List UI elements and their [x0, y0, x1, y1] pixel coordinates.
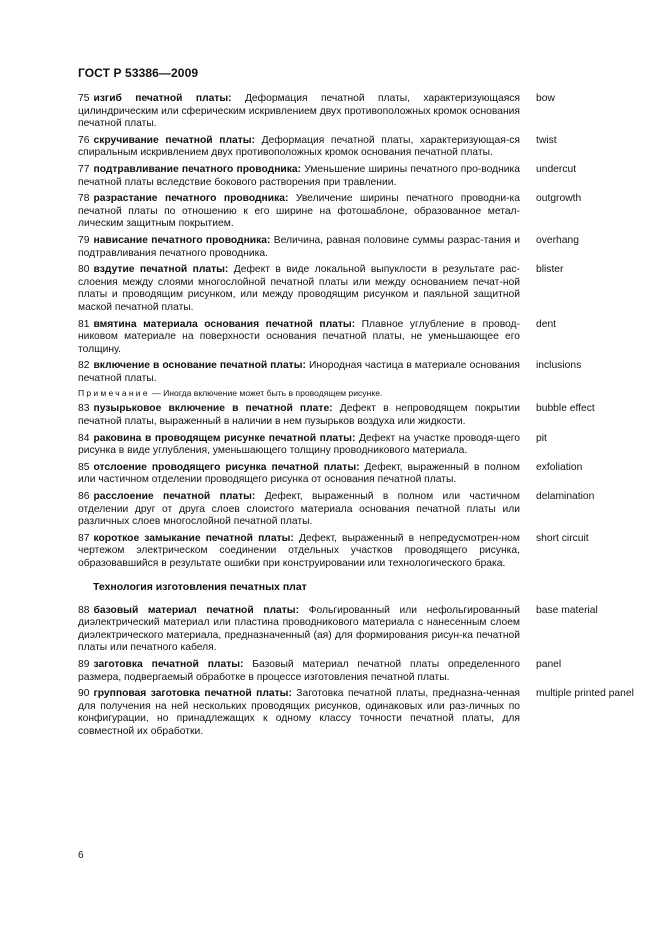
term-entry — [78, 93, 634, 131]
english-equivalent: delamination — [536, 491, 595, 503]
term-text: Деформация печатной платы, характеризующаяся цилиндрическим или сферическим искривлением двух противоположных кромок основания печатной платы. — [78, 93, 520, 130]
term-text: Фольгированный или нефольгированный диэлектрический материал или пластина проводникового материала с нанесенным слоем диэлектрического материала, предназначенный (ая) для формирования рисун-ка печатной платы или печатного кабеля. — [78, 604, 520, 654]
term-entry — [78, 491, 634, 529]
term-entry — [78, 659, 634, 684]
section-heading: Технология изготовления печатных плат — [93, 580, 307, 593]
term-name: изгиб печатной платы: — [93, 93, 232, 104]
english-equivalent: overhang — [536, 234, 579, 246]
term-definition — [78, 462, 520, 487]
term-definition — [78, 164, 520, 189]
english-equivalent: bubble effect — [536, 403, 595, 415]
term-definition — [78, 319, 520, 357]
term-name: пузырьковое включение в печатной плате: — [93, 403, 333, 415]
term-definition — [78, 533, 520, 571]
term-name: разрастание печатного проводника: — [93, 193, 289, 205]
term-number: 80 — [78, 264, 90, 276]
term-entry — [78, 688, 634, 738]
term-text: Дефект, выраженный в полном или частичном отделении друг от друга слоев слоистого материала основания печатной платы или различных слоев многослойной печатной платы. — [78, 491, 520, 528]
english-equivalent: undercut — [536, 163, 577, 175]
term-number: 77 — [78, 163, 90, 175]
term-entry — [78, 135, 634, 160]
term-text: Увеличение ширины печатного проводни-ка печатной платы по отношению к его ширине на фотошаблоне, образованное метал-лическим защитным покрытием. — [78, 193, 520, 230]
term-name: заготовка печатной платы: — [93, 658, 244, 670]
term-entry — [78, 235, 634, 260]
term-entry — [78, 360, 634, 385]
term-number: 81 — [78, 318, 90, 330]
term-entry — [78, 605, 634, 655]
terms-list — [78, 93, 634, 743]
english-equivalent: short circuit — [536, 532, 589, 544]
term-text: Дефект в виде локальной выпуклости в результате рас-слоения между слоями многослойной печатной платы или между основанием печат-ной платы и проводящим рисунком, или между проводящим рисунком и паяльной защитной маской печатной платы. — [78, 264, 520, 313]
term-text: Плавное углубление в провод-никовом материале на поверхности основания печатной платы, не уменьшающее его толщину. — [78, 318, 520, 355]
english-equivalent: blister — [536, 264, 564, 276]
term-number: 79 — [78, 234, 90, 246]
term-entry — [78, 264, 634, 314]
entries-group-c — [78, 605, 634, 739]
page-number: 6 — [78, 850, 84, 861]
term-name: отслоение проводящего рисунка печатной платы: — [93, 461, 360, 473]
term-number: 76 — [78, 134, 90, 146]
term-name: короткое замыкание печатной платы: — [93, 532, 294, 544]
term-entry — [78, 462, 634, 487]
term-entry — [78, 319, 634, 357]
term-number: 84 — [78, 432, 90, 444]
term-number: 75 — [78, 93, 90, 104]
page-header: ГОСТ Р 53386—2009 — [78, 66, 199, 80]
term-text: Дефект, выраженный в непредусмотрен-ном чертежом электрическом соединении отдельных участков проводящего рисунка, образовавшийся в результате ошибки при конструировании или технологического брака. — [78, 532, 520, 569]
term-number: 87 — [78, 532, 90, 544]
term-definition — [78, 360, 520, 385]
term-text: Деформация печатной платы, характеризующая-ся спиральным искривлением двух противоположных кромок основания печатной платы. — [78, 134, 520, 159]
english-equivalent: inclusions — [536, 360, 582, 372]
term-entry — [78, 533, 634, 571]
note — [78, 388, 520, 399]
term-number: 89 — [78, 658, 90, 670]
term-text: Инородная частица в материале основания печатной платы. — [78, 360, 521, 384]
english-equivalent: panel — [536, 658, 562, 670]
term-number: 90 — [78, 688, 90, 700]
english-equivalent: outgrowth — [536, 193, 582, 205]
term-name: раковина в проводящем рисунке печатной платы: — [93, 432, 356, 444]
term-definition — [78, 491, 520, 529]
term-number: 86 — [78, 491, 90, 503]
english-equivalent: exfoliation — [536, 461, 583, 473]
term-name: вздутие печатной платы: — [93, 264, 229, 276]
term-entry — [78, 193, 634, 231]
entries-group-b — [78, 403, 634, 570]
term-definition — [78, 264, 520, 314]
term-text: Заготовка печатной платы, предназна-ченная для получения на ней нескольких проводящих рисунков, одинаковых или раз-личных по конфигурации, но принадлежащих к одному классу точности печатной платы, для совместной их обработки. — [78, 688, 520, 737]
term-definition — [78, 193, 520, 231]
english-equivalent: multiple printed panel — [536, 688, 634, 700]
term-text: Дефект в непроводящем покрытии печатной платы, выраженный в наличии в нем пузырьков воздуха или жидкости. — [78, 403, 520, 428]
term-text: Дефект, выраженный в полном или частичном отделении проводящего рисунка от основания печатной платы. — [78, 461, 520, 486]
term-number: 82 — [78, 360, 90, 372]
term-text: Базовый материал печатной платы определенного размера, подвергаемый обработке в процессе изготовления печатной платы. — [78, 658, 520, 683]
term-name: скручивание печатной платы: — [93, 134, 256, 146]
term-definition — [78, 93, 520, 131]
term-definition — [78, 135, 520, 160]
term-definition — [78, 235, 520, 260]
term-text: Уменьшение ширины печатного про-водника печатной платы вследствие бокового растворения при травлении. — [78, 163, 520, 188]
term-entry — [78, 164, 634, 189]
english-equivalent: twist — [536, 134, 557, 146]
term-number: 85 — [78, 461, 90, 473]
english-equivalent: base material — [536, 604, 598, 616]
term-definition — [78, 605, 520, 655]
term-text: Величина, равная половине суммы разрас-тания и подтравливания печатного проводника. — [78, 234, 520, 259]
term-text: Дефект на участке проводя-щего рисунка в виде углубления, уменьшающего толщину проводникового материала. — [78, 432, 520, 457]
term-name: включение в основание печатной платы: — [93, 360, 306, 372]
term-name: групповая заготовка печатной платы: — [93, 688, 292, 700]
term-entry — [78, 433, 634, 458]
term-name: базовый материал печатной платы: — [93, 604, 300, 616]
note-text: — Иногда включение может быть в проводящем рисунке. — [149, 388, 383, 399]
english-equivalent: pit — [536, 432, 547, 444]
term-number: 78 — [78, 193, 90, 205]
term-definition — [78, 433, 520, 458]
term-definition — [78, 688, 520, 738]
term-definition — [78, 403, 520, 428]
term-name: нависание печатного проводника: — [93, 234, 271, 246]
entries-group-a — [78, 93, 634, 385]
english-equivalent: dent — [536, 318, 557, 330]
term-name: подтравливание печатного проводника: — [93, 163, 302, 175]
term-number: 88 — [78, 604, 90, 616]
term-name: вмятина материала основания печатной платы: — [93, 318, 356, 330]
term-name: расслоение печатной платы: — [93, 491, 256, 503]
term-number: 83 — [78, 403, 90, 415]
note-label: Примечание — [78, 388, 150, 399]
term-definition — [78, 659, 520, 684]
english-equivalent: bow — [536, 93, 555, 104]
term-entry — [78, 403, 634, 428]
